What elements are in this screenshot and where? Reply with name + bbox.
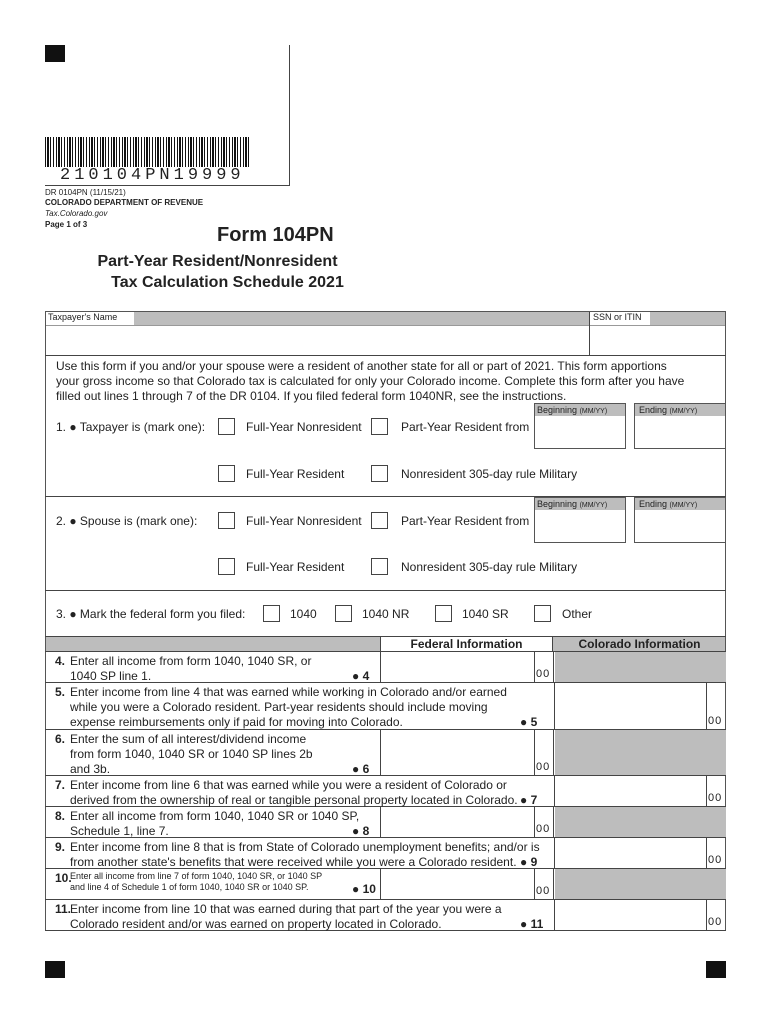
page-number: Page 1 of 3 xyxy=(45,220,88,229)
intro-line-3: filled out lines 1 through 7 of the DR 0104. If you filed federal form 1040NR, see the instructions. xyxy=(56,389,567,403)
line-number: 4. xyxy=(55,654,66,668)
q2-full-year-resident-label: Full-Year Resident xyxy=(246,560,345,574)
q1-full-year-resident-checkbox[interactable] xyxy=(218,465,235,482)
line-description: Enter all income from line 7 of form 1040, 1040 SR, or 1040 SP xyxy=(70,871,323,881)
intro-line-1: Use this form if you and/or your spouse were a resident of another state for all or part of 2021. This form apportions xyxy=(56,359,667,373)
cents-divider xyxy=(534,652,535,683)
federal-cents-line-10: 00 xyxy=(536,885,551,897)
line-number: 11. xyxy=(55,902,72,916)
q1-beginning-text: Beginning xyxy=(537,405,578,415)
line-description: Colorado resident and/or was earned on property located in Colorado. xyxy=(70,917,442,931)
barcode-image xyxy=(45,137,250,167)
cents-divider xyxy=(706,683,707,730)
federal-cell-border xyxy=(553,807,554,838)
barcode-border-right xyxy=(289,45,290,185)
cents-divider xyxy=(706,838,707,869)
q1-full-year-resident-label: Full-Year Resident xyxy=(246,467,345,481)
q1-ending-label xyxy=(639,405,697,417)
colorado-amount-input-line-5[interactable] xyxy=(555,683,706,729)
federal-cell-border xyxy=(553,869,554,900)
cents-divider xyxy=(706,776,707,807)
line-description: Enter all income from form 1040, 1040 SR or 1040 SP, xyxy=(70,809,360,823)
line-description: and line 4 of Schedule 1 of form 1040, 1040 SR or 1040 SP. xyxy=(70,882,309,892)
colorado-cents-line-9: 00 xyxy=(708,854,723,866)
colorado-cell-shaded xyxy=(555,869,726,899)
line-description: Enter income from line 10 that was earned during that part of the year you were a xyxy=(70,902,502,916)
q1-part-year-resident-checkbox[interactable] xyxy=(371,418,388,435)
federal-amount-input-line-8[interactable] xyxy=(381,807,534,837)
q1-full-year-nonresident-label: Full-Year Nonresident xyxy=(246,420,362,434)
line-description: Enter income from line 8 that is from State of Colorado unemployment benefits; and/or is xyxy=(70,840,540,854)
taxpayer-name-label: Taxpayer's Name xyxy=(46,312,134,325)
q3-1040-label: 1040 xyxy=(290,607,317,621)
ssn-label: SSN or ITIN xyxy=(590,312,650,325)
q1-beginning-label xyxy=(537,405,607,417)
department-website: Tax.Colorado.gov xyxy=(45,209,108,218)
q1-full-year-nonresident-checkbox[interactable] xyxy=(218,418,235,435)
line-reference-6: ● 6 xyxy=(352,762,370,776)
table-header-top xyxy=(45,636,726,637)
q2-full-year-resident-checkbox[interactable] xyxy=(218,558,235,575)
line-description: derived from the ownership of real or tangible personal property located in Colorado. xyxy=(70,793,518,807)
colorado-information-header: Colorado Information xyxy=(578,637,701,651)
line-number: 7. xyxy=(55,778,66,792)
line-number: 6. xyxy=(55,732,66,746)
line-description: Enter income from line 6 that was earned while you were a resident of Colorado or xyxy=(70,778,507,792)
form-subtitle-1: Part-Year Resident/Nonresident xyxy=(97,253,338,270)
colorado-cents-line-7: 00 xyxy=(708,792,723,804)
line-number: 9. xyxy=(55,840,66,854)
colorado-cell-shaded xyxy=(555,807,726,837)
q2-ending-label xyxy=(639,499,697,511)
form-title: Form 104PN xyxy=(217,224,334,246)
federal-information-header: Federal Information xyxy=(410,637,523,651)
q2-bottom-divider xyxy=(45,590,726,591)
q2-part-year-resident-checkbox[interactable] xyxy=(371,512,388,529)
colorado-cell-shaded xyxy=(555,730,726,775)
cents-divider xyxy=(534,730,535,776)
q2-beginning-label xyxy=(537,499,607,511)
line-number: 5. xyxy=(55,685,66,699)
line-reference-9: ● 9 xyxy=(520,855,538,869)
line-number: 10. xyxy=(55,871,72,885)
line-description: expense reimbursements only if paid for moving into Colorado. xyxy=(70,715,403,729)
q1-beginning-format: (MM/YY) xyxy=(579,408,608,415)
line-reference-5: ● 5 xyxy=(520,715,538,729)
department-name: COLORADO DEPARTMENT OF REVENUE xyxy=(45,198,204,207)
line-description: from form 1040, 1040 SR or 1040 SP lines 2b xyxy=(70,747,313,761)
intro-line-2: your gross income so that Colorado tax is calculated for only your Colorado income. Complete this form after you have xyxy=(56,374,685,388)
colorado-amount-input-line-7[interactable] xyxy=(555,776,706,806)
line-description: Enter income from line 4 that was earned while working in Colorado and/or earned xyxy=(70,685,507,699)
line-description: and 3b. xyxy=(70,762,111,776)
federal-cents-line-8: 00 xyxy=(536,823,551,835)
colorado-amount-input-line-11[interactable] xyxy=(555,900,706,930)
q2-full-year-nonresident-label: Full-Year Nonresident xyxy=(246,514,362,528)
q1-military-checkbox[interactable] xyxy=(371,465,388,482)
colorado-cents-line-11: 00 xyxy=(708,916,723,928)
federal-cell-border xyxy=(553,652,554,683)
q1-military-label: Nonresident 305-day rule Military xyxy=(401,467,578,481)
name-row-bottom xyxy=(45,355,726,356)
q3-1040nr-label: 1040 NR xyxy=(362,607,410,621)
line-reference-7: ● 7 xyxy=(520,793,538,807)
ssn-input[interactable] xyxy=(591,326,724,354)
name-ssn-divider xyxy=(589,312,590,355)
line-reference-10: ● 10 xyxy=(352,882,376,896)
line-reference-11: ● 11 xyxy=(520,917,544,931)
federal-amount-input-line-10[interactable] xyxy=(381,869,534,899)
q2-ending-text: Ending xyxy=(639,499,668,509)
registration-mark-top-left xyxy=(45,45,65,62)
federal-cell-border xyxy=(553,730,554,776)
line-description: Enter the sum of all interest/dividend income xyxy=(70,732,307,746)
q3-1040-checkbox[interactable] xyxy=(263,605,280,622)
q2-beginning-text: Beginning xyxy=(537,499,578,509)
q3-other-label: Other xyxy=(562,607,593,621)
q2-ending-format: (MM/YY) xyxy=(669,502,698,509)
cents-divider xyxy=(534,869,535,900)
line-description: 1040 SP line 1. xyxy=(70,669,152,683)
cents-divider xyxy=(534,807,535,838)
q3-1040sr-checkbox[interactable] xyxy=(435,605,452,622)
q2-military-checkbox[interactable] xyxy=(371,558,388,575)
q1-part-year-resident-label: Part-Year Resident from xyxy=(401,420,530,434)
line-description: while you were a Colorado resident. Part-year residents should include moving xyxy=(70,700,488,714)
form-id: DR 0104PN (11/15/21) xyxy=(45,188,126,197)
barcode-border-bottom xyxy=(45,185,290,186)
q2-military-label: Nonresident 305-day rule Military xyxy=(401,560,578,574)
barcode-number: 210104PN19999 xyxy=(60,166,245,185)
q3-1040nr-checkbox[interactable] xyxy=(335,605,352,622)
q2-label: 2. ● Spouse is (mark one): xyxy=(56,514,198,528)
line-reference-8: ● 8 xyxy=(352,824,370,838)
federal-cents-line-4: 00 xyxy=(536,668,551,680)
registration-mark-bottom-left xyxy=(45,961,65,978)
colorado-cell-shaded xyxy=(555,652,726,682)
q2-part-year-resident-label: Part-Year Resident from xyxy=(401,514,530,528)
federal-amount-input-line-6[interactable] xyxy=(381,730,534,775)
line-number: 8. xyxy=(55,809,66,823)
form-subtitle-2: Tax Calculation Schedule 2021 xyxy=(111,274,344,291)
q3-label: 3. ● Mark the federal form you filed: xyxy=(56,607,246,621)
q3-1040sr-label: 1040 SR xyxy=(462,607,509,621)
line-description: from another state's benefits that were received while you were a Colorado resident. xyxy=(70,855,517,869)
q1-ending-text: Ending xyxy=(639,405,668,415)
registration-mark-bottom-right xyxy=(706,961,726,978)
taxpayer-name-input[interactable] xyxy=(47,326,587,354)
line-reference-4: ● 4 xyxy=(352,669,370,683)
q3-other-checkbox[interactable] xyxy=(534,605,551,622)
q2-beginning-format: (MM/YY) xyxy=(579,502,608,509)
q1-label: 1. ● Taxpayer is (mark one): xyxy=(56,420,206,434)
q2-full-year-nonresident-checkbox[interactable] xyxy=(218,512,235,529)
federal-cents-line-6: 00 xyxy=(536,761,551,773)
line-description: Enter all income from form 1040, 1040 SR, or xyxy=(70,654,312,668)
federal-amount-input-line-4[interactable] xyxy=(381,652,534,682)
q1-ending-format: (MM/YY) xyxy=(669,408,698,415)
cents-divider xyxy=(706,900,707,931)
colorado-cents-line-5: 00 xyxy=(708,715,723,727)
colorado-amount-input-line-9[interactable] xyxy=(555,838,706,868)
line-description: Schedule 1, line 7. xyxy=(70,824,169,838)
